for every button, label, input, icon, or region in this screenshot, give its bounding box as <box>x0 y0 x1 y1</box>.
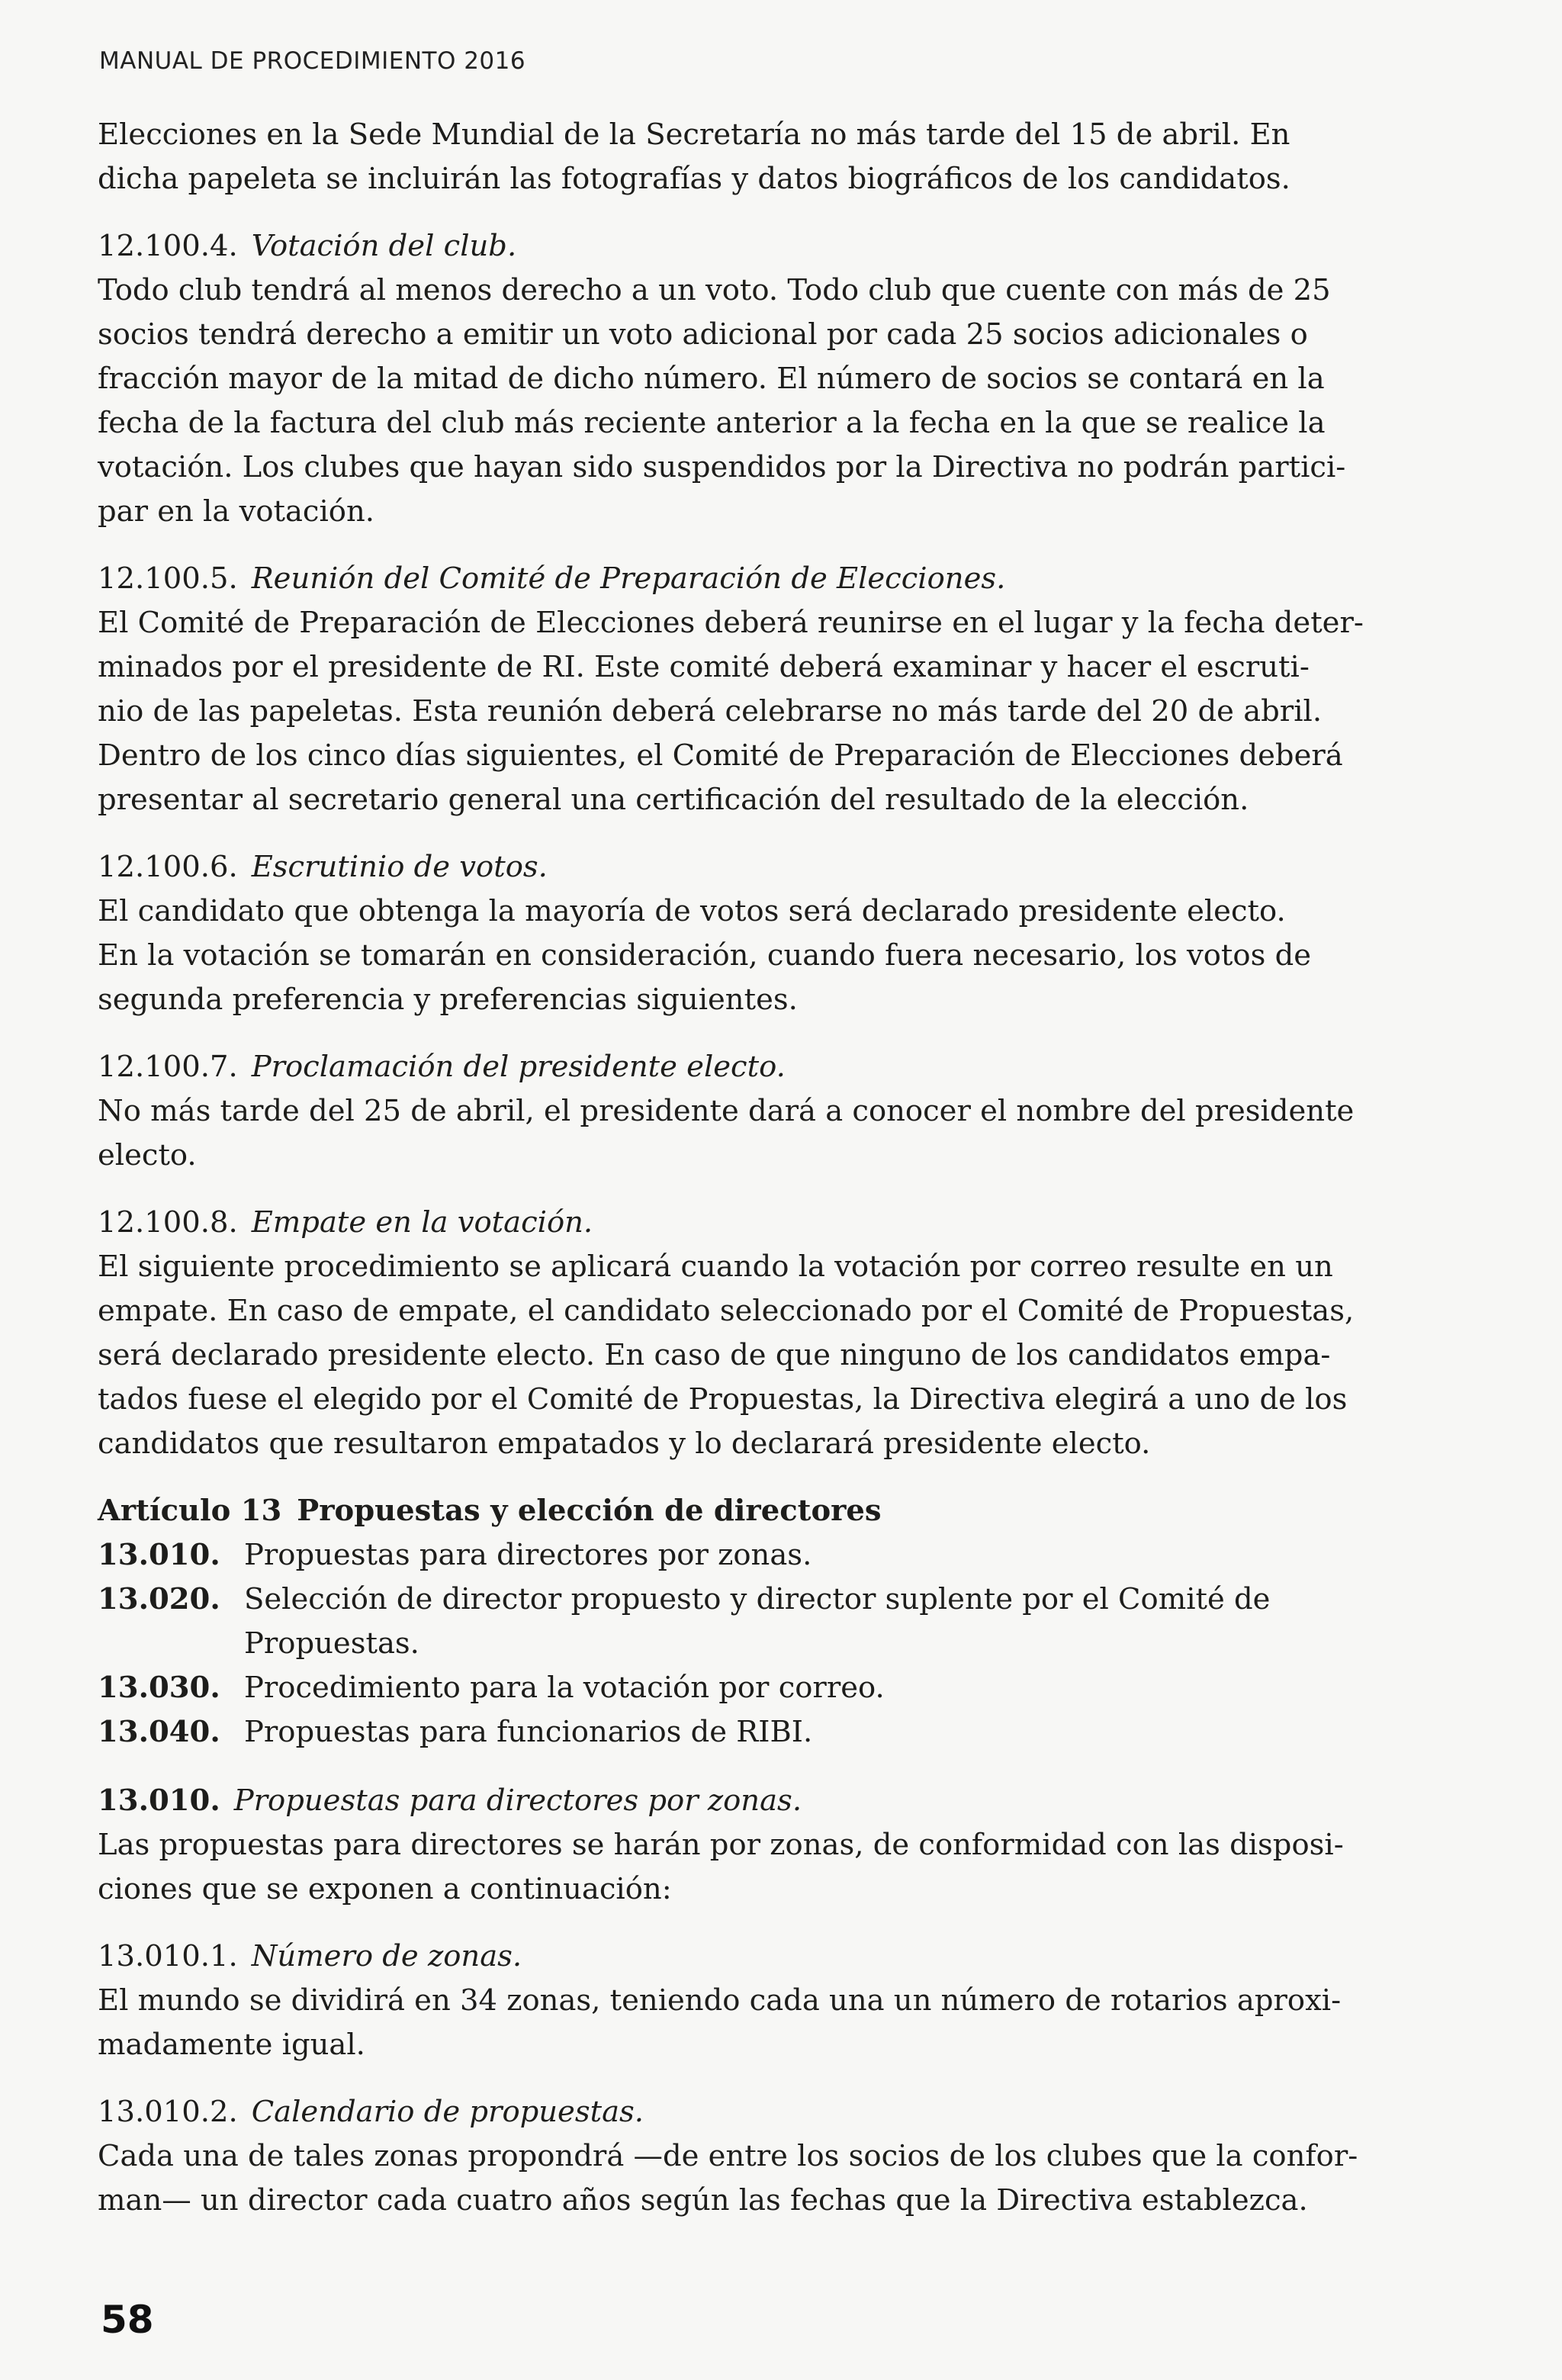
section-number: 12.100.5. <box>98 561 238 596</box>
text-line: fecha de la factura del club más reciente anterior a la fecha en la que se realice la <box>98 406 1326 440</box>
list-item <box>98 1578 1409 1666</box>
section-heading <box>98 1201 1409 1245</box>
list-item-number: 13.040. <box>98 1715 220 1749</box>
section-heading <box>98 1935 1409 1979</box>
section-number: 12.100.7. <box>98 1050 238 1084</box>
section-title: Empate en la votación. <box>251 1205 593 1240</box>
intro-paragraph <box>98 113 1409 201</box>
text-line: El candidato que obtenga la mayoría de votos será declarado presidente electo. <box>98 894 1286 928</box>
section-title: Propuestas para directores por zonas. <box>233 1783 802 1818</box>
list-item <box>98 1710 1409 1754</box>
text-line: Propuestas para directores por zonas. <box>244 1538 812 1572</box>
text-line: Las propuestas para directores se harán por zonas, de conformidad con las disposi- <box>98 1828 1344 1862</box>
body-text <box>98 113 1409 2246</box>
text-line: El mundo se dividirá en 34 zonas, teniendo cada una un número de rotarios aproxi- <box>98 1983 1342 2018</box>
section-title: Reunión del Comité de Preparación de Elecciones. <box>251 561 1006 596</box>
section-number: 13.010.2. <box>98 2095 238 2129</box>
text-line: man— un director cada cuatro años según las fechas que la Directiva establezca. <box>98 2183 1308 2218</box>
section-number: 12.100.8. <box>98 1205 238 1240</box>
text-line: ciones que se exponen a continuación: <box>98 1872 672 1906</box>
section-number: 12.100.4. <box>98 229 238 263</box>
text-line: Propuestas. <box>244 1626 419 1661</box>
section-number: 13.010. <box>98 1783 220 1818</box>
section-12-100-6 <box>98 845 1409 1022</box>
section-number: 13.010.1. <box>98 1939 238 1973</box>
text-line: Propuestas para funcionarios de RIBI. <box>244 1715 813 1749</box>
text-line: Elecciones en la Sede Mundial de la Secretaría no más tarde del 15 de abril. En <box>98 117 1290 152</box>
text-line: empate. En caso de empate, el candidato seleccionado por el Comité de Propuestas, <box>98 1294 1355 1328</box>
section-title: Proclamación del presidente electo. <box>251 1050 786 1084</box>
text-line: Todo club tendrá al menos derecho a un voto. Todo club que cuente con más de 25 <box>98 273 1331 307</box>
text-line: fracción mayor de la mitad de dicho número. El número de socios se contará en la <box>98 362 1325 396</box>
section-12-100-8 <box>98 1201 1409 1466</box>
list-item <box>98 1533 1409 1578</box>
text-line: Selección de director propuesto y director suplente por el Comité de <box>244 1582 1271 1616</box>
text-line: El siguiente procedimiento se aplicará cuando la votación por correo resulte en un <box>98 1250 1333 1284</box>
text-line: dicha papeleta se incluirán las fotografías y datos biográficos de los candidatos. <box>98 162 1290 196</box>
section-heading <box>98 224 1409 269</box>
section-13-010-2 <box>98 2090 1409 2223</box>
list-item-text <box>244 1666 1409 1710</box>
text-line: Procedimiento para la votación por correo. <box>244 1671 885 1705</box>
section-13-010-1 <box>98 1935 1409 2067</box>
section-13-010 <box>98 1779 1409 1912</box>
text-line: par en la votación. <box>98 494 375 529</box>
text-line: Cada una de tales zonas propondrá —de entre los socios de los clubes que la confor- <box>98 2139 1358 2173</box>
list-item <box>98 1666 1409 1710</box>
text-line: será declarado presidente electo. En caso de que ninguno de los candidatos empa- <box>98 1338 1331 1372</box>
section-heading <box>98 1045 1409 1089</box>
article-contents-list <box>98 1533 1409 1754</box>
text-line: electo. <box>98 1138 197 1172</box>
text-line: segunda preferencia y preferencias siguientes. <box>98 983 798 1017</box>
section-title: Número de zonas. <box>251 1939 522 1973</box>
text-line: madamente igual. <box>98 2028 365 2062</box>
list-item-text <box>244 1710 1409 1754</box>
section-heading <box>98 1779 1409 1823</box>
text-line: minados por el presidente de RI. Este comité deberá examinar y hacer el escruti- <box>98 650 1310 684</box>
section-12-100-5 <box>98 557 1409 822</box>
text-line: No más tarde del 25 de abril, el presidente dará a conocer el nombre del presidente <box>98 1094 1355 1128</box>
text-line: En la votación se tomarán en consideración, cuando fuera necesario, los votos de <box>98 938 1312 973</box>
list-item-text <box>244 1578 1409 1666</box>
section-heading <box>98 2090 1409 2134</box>
section-title: Escrutinio de votos. <box>251 850 548 884</box>
list-item-text <box>244 1533 1409 1578</box>
text-line: El Comité de Preparación de Elecciones deberá reunirse en el lugar y la fecha deter- <box>98 606 1364 640</box>
text-line: tados fuese el elegido por el Comité de Propuestas, la Directiva elegirá a uno de los <box>98 1382 1348 1417</box>
section-number: 12.100.6. <box>98 850 238 884</box>
article-title: Propuestas y elección de directores <box>297 1494 882 1528</box>
page-number: 58 <box>101 2298 154 2342</box>
list-item-number: 13.010. <box>98 1538 220 1572</box>
section-title: Votación del club. <box>251 229 517 263</box>
text-line: nio de las papeletas. Esta reunión deberá celebrarse no más tarde del 20 de abril. <box>98 694 1323 728</box>
list-item-number: 13.020. <box>98 1582 220 1616</box>
section-title: Calendario de propuestas. <box>251 2095 644 2129</box>
section-heading <box>98 845 1409 889</box>
text-line: presentar al secretario general una certificación del resultado de la elección. <box>98 783 1249 817</box>
article-heading <box>98 1489 1409 1533</box>
section-12-100-7 <box>98 1045 1409 1178</box>
running-header: MANUAL DE PROCEDIMIENTO 2016 <box>99 47 526 75</box>
text-line: votación. Los clubes que hayan sido suspendidos por la Directiva no podrán partici- <box>98 450 1346 484</box>
list-item-number: 13.030. <box>98 1671 220 1705</box>
text-line: candidatos que resultaron empatados y lo declarará presidente electo. <box>98 1426 1151 1461</box>
section-heading <box>98 557 1409 601</box>
article-number: Artículo 13 <box>98 1494 282 1528</box>
section-12-100-4 <box>98 224 1409 534</box>
text-line: Dentro de los cinco días siguientes, el Comité de Preparación de Elecciones deberá <box>98 738 1343 773</box>
text-line: socios tendrá derecho a emitir un voto adicional por cada 25 socios adicionales o <box>98 317 1308 352</box>
